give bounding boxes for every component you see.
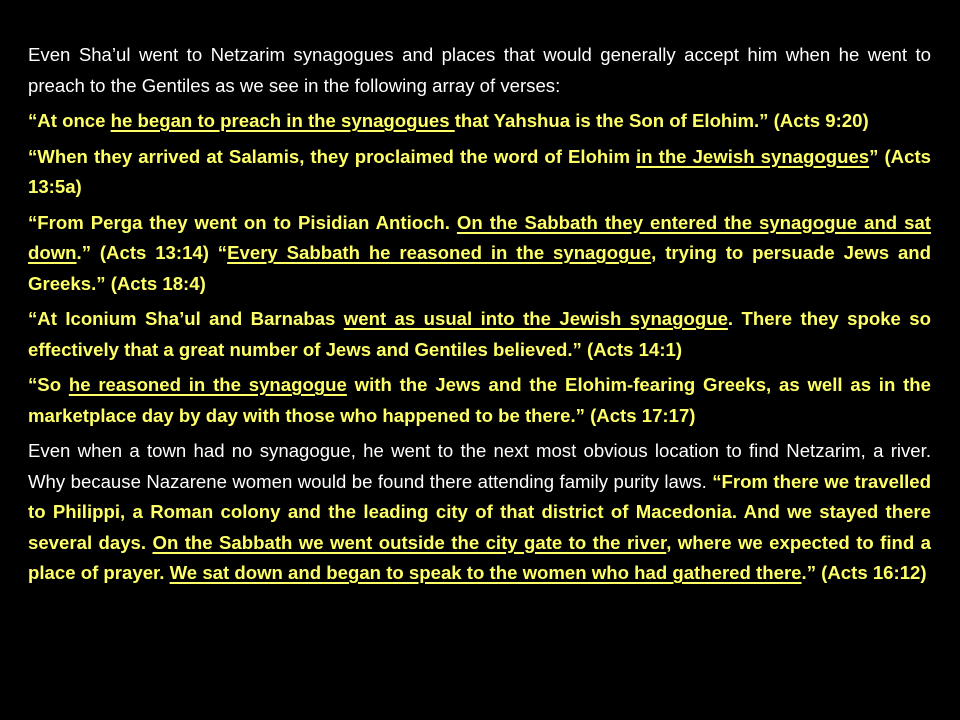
quote-text: with the Jews and the Elohim-fearing Greeks, as well as in the marketplace day by day with those who happened to be there.” (Acts 17:17)	[28, 374, 931, 426]
quote-text: “From Perga they went on to Pisidian Antioch.	[28, 211, 457, 233]
quote-text: .” (Acts 16:12)	[801, 562, 927, 583]
intro-paragraph	[28, 40, 931, 101]
quote-text: “So	[28, 374, 69, 395]
underlined-phrase: he began to preach in the synagogues	[110, 110, 455, 131]
underlined-phrase: On the Sabbath we went outside the city gate to the river	[152, 531, 667, 553]
quote-text: “At Iconium Sha’ul and Barnabas	[28, 308, 344, 329]
quote-acts-9-20	[28, 106, 931, 137]
underlined-phrase: On the Sabbath they entered the synagogue and sat down	[28, 211, 931, 263]
quote-text: that Yahshua is the Son of Elohim.” (Acts 9:20)	[454, 110, 869, 131]
underlined-phrase: went as usual into the Jewish synagogue	[343, 308, 728, 329]
closing-intro-text: Even when a town had no synagogue, he went to the next most obvious location to find Netzarim, a river. Why because Nazarene women would be found there attending family purity laws.	[28, 440, 931, 492]
quote-acts-14-1	[28, 304, 931, 365]
quote-text: ” (Acts 13:5a)	[28, 145, 931, 197]
quote-acts-17-17	[28, 370, 931, 431]
intro-text: Even Sha’ul went to Netzarim synagogues and places that would generally accept him when he went to preach to the Gentiles as we see in the following array of verses:	[28, 44, 931, 96]
closing-paragraph	[28, 436, 931, 589]
quote-acts-13-14	[28, 208, 931, 300]
underlined-phrase: We sat down and began to speak to the women who had gathered there	[169, 562, 802, 583]
quote-acts-13-5a	[28, 142, 931, 203]
quote-text: “When they arrived at Salamis, they proclaimed the word of Elohim	[28, 145, 637, 167]
underlined-phrase: Every Sabbath he reasoned in the synagogue	[227, 242, 652, 263]
quote-text: “At once	[28, 110, 111, 131]
quote-text: , trying to persuade Jews and Greeks.” (Acts 18:4)	[28, 242, 932, 294]
underlined-phrase: he reasoned in the synagogue	[68, 374, 347, 395]
quote-text: . There they spoke so effectively that a great number of Jews and Gentiles believed.” (Acts 14:1)	[28, 308, 931, 360]
underlined-phrase: in the Jewish synagogues	[636, 145, 870, 167]
slide-body	[28, 40, 931, 594]
quote-text: .” (Acts 13:14) “	[76, 242, 228, 263]
quote-text: “From there we travelled to Philippi, a Roman colony and the leading city of that district of Macedonia. And we stayed there several days.	[28, 470, 931, 553]
quote-text: , where we expected to find a place of prayer.	[28, 531, 931, 583]
